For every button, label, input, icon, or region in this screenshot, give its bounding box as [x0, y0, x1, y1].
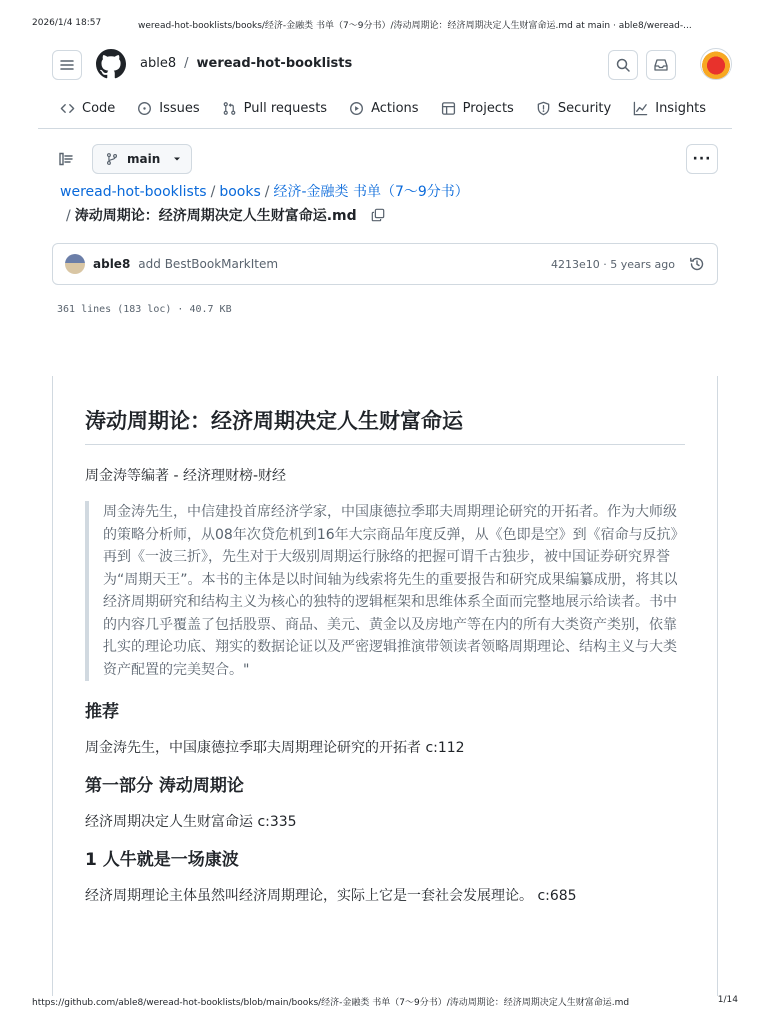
- repo-nav-tabs: [60, 94, 728, 122]
- section-body: 经济周期理论主体虽然叫经济周期理论，实际上它是一套社会发展理论。 c:685: [85, 888, 577, 904]
- menu-button[interactable]: [52, 50, 82, 80]
- tab-label: Insights: [655, 100, 707, 116]
- breadcrumb-repo-link[interactable]: weread-hot-booklists: [60, 184, 207, 200]
- hamburger-icon: [59, 57, 75, 73]
- tab-label: Code: [82, 100, 116, 116]
- tab-label: Security: [557, 100, 612, 116]
- section-heading: 推荐: [85, 702, 119, 722]
- section-heading: 第一部分 涛动周期论: [85, 776, 244, 796]
- print-url: https://github.com/able8/weread-hot-booklists/blob/main/books/经济-金融类 书单（7〜9分书）/涛动周期论：经济周期决定人生财富命运.md: [32, 998, 630, 1008]
- history-icon[interactable]: [689, 256, 705, 272]
- user-avatar[interactable]: [700, 48, 732, 80]
- inbox-button[interactable]: [646, 50, 676, 80]
- play-icon: [349, 101, 364, 116]
- shield-icon: [536, 101, 551, 116]
- pull-request-icon: [222, 101, 237, 116]
- breadcrumb-separator: /: [210, 184, 216, 200]
- tab-label: Projects: [462, 100, 514, 116]
- tab-pull-requests[interactable]: [222, 94, 327, 122]
- issue-icon: [137, 101, 152, 116]
- print-page-number: 1/14: [717, 995, 738, 1005]
- commit-message[interactable]: add BestBookMarkItem: [138, 257, 279, 271]
- tab-label: Pull requests: [243, 100, 328, 116]
- nav-divider: [38, 128, 732, 129]
- tab-label: Issues: [159, 100, 200, 116]
- section-heading: 1 人牛就是一场康波: [85, 850, 239, 870]
- repo-link[interactable]: weread-hot-booklists: [196, 56, 353, 71]
- code-icon: [60, 101, 75, 116]
- commit-author-avatar[interactable]: [65, 254, 85, 274]
- branch-select-button[interactable]: [92, 144, 192, 174]
- markdown-body: [52, 376, 718, 996]
- breadcrumb-folder-link[interactable]: 经济-金融类 书单（7〜9分书）: [273, 184, 469, 200]
- branch-name: main: [127, 152, 161, 166]
- search-icon: [615, 57, 631, 73]
- owner-link[interactable]: able8: [140, 56, 177, 71]
- caret-down-icon: [172, 154, 182, 164]
- readme-title: 涛动周期论：经济周期决定人生财富命运: [85, 406, 685, 445]
- github-logo-icon[interactable]: [96, 49, 126, 79]
- breadcrumb-filename: 涛动周期论：经济周期决定人生财富命运.md: [74, 208, 357, 224]
- breadcrumb-separator: /: [264, 184, 270, 200]
- print-page-title: weread-hot-booklists/books/经济-金融类 书单（7〜9分书）/涛动周期论：经济周期决定人生财富命运.md at main · able8/weread-...: [138, 21, 692, 31]
- tab-insights[interactable]: [633, 94, 706, 122]
- print-header: [32, 18, 738, 32]
- more-options-button[interactable]: [686, 144, 718, 174]
- git-branch-icon: [105, 152, 119, 166]
- table-icon: [441, 101, 456, 116]
- print-footer: [32, 995, 738, 1009]
- tab-actions[interactable]: [349, 94, 419, 122]
- breadcrumb-books-link[interactable]: books: [219, 184, 261, 200]
- path-separator: /: [184, 56, 189, 71]
- tab-security[interactable]: [536, 94, 611, 122]
- kebab-icon: ···: [692, 151, 712, 167]
- file-stats: 361 lines (183 loc) · 40.7 KB: [57, 304, 232, 315]
- repo-path: [140, 56, 352, 71]
- readme-byline: 周金涛等编著 - 经济理财榜-财经: [85, 468, 287, 484]
- commit-author[interactable]: able8: [93, 257, 131, 271]
- readme-blockquote: 周金涛先生，中信建投首席经济学家，中国康德拉季耶夫周期理论研究的开拓者。作为大师级的策略分析师，从08年次贷危机到16年大宗商品年度反弹，从《色即是空》到《宿命与反抗》再到《一波三折》，先生对于大级别周期运行脉络的把握可谓千古独步，被中国证券研究界誉为“周期天王”。本书的主体是以时间轴为线索将先生的重要报告和研究成果编纂成册，将其以经济周期研究和结构主义为核心的独特的逻辑框架和思维体系全面而完整地展示给读者。书中的内容几乎覆盖了包括股票、商品、美元、黄金以及房地产等在内的所有大类资产类别，依靠扎实的理论功底、翔实的数据论证以及严密逻辑推演带领读者领略周期理论、结构主义与大类资产配置的完美契合。": [85, 501, 685, 681]
- section-body: 周金涛先生，中国康德拉季耶夫周期理论研究的开拓者 c:112: [85, 740, 465, 756]
- section-body: 经济周期决定人生财富命运 c:335: [85, 814, 297, 830]
- repo-header: [38, 40, 732, 90]
- commit-meta[interactable]: 4213e10 · 5 years ago: [551, 257, 675, 271]
- graph-icon: [633, 101, 648, 116]
- inbox-icon: [653, 57, 669, 73]
- tab-projects[interactable]: [441, 94, 514, 122]
- tab-code[interactable]: [60, 94, 115, 122]
- print-datetime: 2026/1/4 18:57: [32, 18, 102, 28]
- search-button[interactable]: [608, 50, 638, 80]
- tab-label: Actions: [371, 100, 419, 116]
- tab-issues[interactable]: [137, 94, 199, 122]
- latest-commit-bar: [52, 243, 718, 285]
- file-toolbar: [52, 144, 718, 176]
- copy-icon[interactable]: [371, 208, 385, 222]
- breadcrumb: [60, 183, 700, 225]
- sidebar-expand-icon[interactable]: [58, 151, 74, 167]
- breadcrumb-separator: /: [66, 208, 71, 224]
